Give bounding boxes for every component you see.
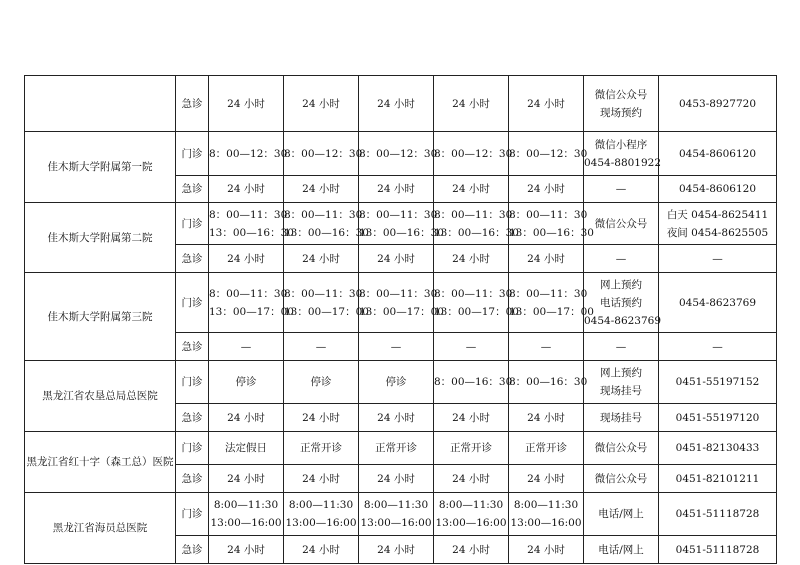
booking-method-cell	[584, 333, 659, 361]
cell-line: 13：00—16：30	[434, 226, 519, 239]
day-hours-cell	[434, 536, 509, 564]
cell-line: 24 小时	[527, 183, 565, 195]
booking-method-cell	[584, 432, 659, 465]
cell-line: 网上预约	[600, 367, 642, 379]
day-hours-cell	[284, 465, 359, 493]
cell-line: 24 小时	[452, 97, 490, 110]
cell-line: 0451-55197120	[675, 411, 760, 424]
day-hours-cell	[359, 203, 444, 245]
cell-line: 24 小时	[302, 183, 340, 195]
cell-line: 8：00—11：30	[284, 287, 363, 300]
day-hours-cell	[434, 361, 513, 404]
cell-line: 13:00—16:00	[510, 517, 582, 529]
day-hours-cell	[359, 493, 434, 536]
cell-line: 8：00—12：30	[209, 147, 288, 160]
service-type: 门诊	[176, 432, 209, 465]
cell-line: 停诊	[235, 376, 257, 388]
cell-line: 0453-8927720	[678, 97, 757, 110]
service-type: 急诊	[176, 333, 209, 361]
day-hours-cell	[209, 404, 284, 432]
day-hours-cell	[434, 333, 509, 361]
cell-line: 正常开诊	[525, 442, 567, 454]
day-hours-cell	[434, 404, 509, 432]
cell-line: 微信公众号	[594, 442, 648, 454]
cell-line: 8：00—11：30	[359, 287, 438, 300]
booking-method-cell	[584, 76, 659, 132]
day-hours-cell	[209, 432, 284, 465]
cell-line: 13：00—16：30	[284, 226, 369, 239]
phone-cell	[659, 432, 777, 465]
day-hours-cell	[284, 536, 359, 564]
day-hours-cell	[509, 493, 584, 536]
booking-method-cell	[584, 404, 659, 432]
cell-line: 24 小时	[452, 411, 490, 424]
phone-cell	[659, 536, 777, 564]
day-hours-cell	[359, 132, 438, 176]
cell-line: 13：00—16：30	[509, 226, 594, 239]
cell-line: 0454-8623769	[678, 296, 757, 309]
cell-line: 13:00—16:00	[210, 517, 282, 529]
cell-line: 夜间 0454-8625505	[666, 226, 769, 239]
service-type: 急诊	[176, 465, 209, 493]
cell-line: 8：00—12：30	[434, 147, 513, 160]
cell-line: 现场挂号	[600, 385, 642, 397]
service-type: 门诊	[176, 361, 209, 404]
day-hours-cell	[284, 76, 359, 132]
booking-method-cell	[584, 132, 662, 176]
cell-line: —	[390, 340, 402, 353]
cell-line: 电话/网上	[598, 508, 644, 520]
service-type: 门诊	[176, 493, 209, 536]
cell-line: 0454-8606120	[678, 147, 757, 160]
day-hours-cell	[284, 203, 369, 245]
cell-line: 正常开诊	[300, 442, 342, 454]
table-row	[25, 203, 777, 245]
cell-line: 13：00—16：30	[209, 226, 294, 239]
cell-line: 停诊	[385, 376, 407, 388]
cell-line: 24 小时	[527, 411, 565, 424]
cell-line: 8：00—11：30	[209, 208, 288, 221]
day-hours-cell	[509, 203, 594, 245]
cell-line: 24 小时	[377, 97, 415, 110]
cell-line: —	[615, 340, 627, 353]
day-hours-cell	[509, 273, 594, 333]
cell-line: —	[540, 340, 552, 353]
day-hours-cell	[209, 333, 284, 361]
cell-line: 8：00—11：30	[284, 208, 363, 221]
cell-line: 现场预约	[600, 106, 642, 119]
day-hours-cell	[284, 132, 363, 176]
day-hours-cell	[509, 76, 584, 132]
day-hours-cell	[359, 273, 444, 333]
cell-line: 13：00—17：00	[509, 305, 594, 318]
cell-line: 8：00—11：30	[209, 287, 288, 300]
day-hours-cell	[509, 465, 584, 493]
day-hours-cell	[509, 245, 584, 273]
table-row	[25, 132, 777, 176]
cell-line: 0454-8623769	[584, 314, 662, 327]
cell-line: 8：00—11：30	[434, 208, 513, 221]
cell-line: 24 小时	[227, 97, 265, 110]
cell-line: 24 小时	[302, 543, 340, 556]
day-hours-cell	[209, 132, 288, 176]
cell-line: 24 小时	[302, 252, 340, 265]
cell-line: 微信公众号	[594, 217, 648, 230]
cell-line: 8:00—11:30	[288, 499, 354, 511]
cell-line: 13:00—16:00	[360, 517, 432, 529]
cell-line: 24 小时	[527, 97, 565, 110]
cell-line: 现场挂号	[600, 411, 642, 424]
day-hours-cell	[209, 203, 294, 245]
day-hours-cell	[359, 432, 434, 465]
service-type: 门诊	[176, 203, 209, 245]
day-hours-cell	[284, 245, 359, 273]
hospital-name: 黑龙江省红十字（森工总）医院	[25, 432, 176, 493]
cell-line: 24 小时	[227, 411, 265, 424]
cell-line: 8：00—16：30	[434, 376, 513, 388]
cell-line: 8:00—11:30	[513, 499, 579, 511]
cell-line: 微信公众号	[594, 472, 648, 485]
day-hours-cell	[509, 333, 584, 361]
day-hours-cell	[434, 176, 509, 203]
booking-method-cell	[584, 465, 659, 493]
cell-line: 法定假日	[225, 442, 267, 454]
hospital-name: 佳木斯大学附属第二院	[25, 203, 176, 273]
booking-method-cell	[584, 176, 659, 203]
day-hours-cell	[359, 361, 434, 404]
service-type: 急诊	[176, 176, 209, 203]
cell-line: 8：00—16：30	[509, 376, 588, 388]
service-type: 急诊	[176, 404, 209, 432]
cell-line: 8:00—11:30	[213, 499, 279, 511]
day-hours-cell	[359, 245, 434, 273]
phone-cell	[659, 203, 777, 245]
table-row	[25, 432, 777, 465]
day-hours-cell	[359, 76, 434, 132]
cell-line: 微信小程序	[594, 138, 648, 151]
cell-line: 24 小时	[302, 472, 340, 485]
cell-line: 8：00—11：30	[359, 208, 438, 221]
cell-line: 24 小时	[452, 252, 490, 265]
cell-line: 电话/网上	[598, 543, 644, 556]
cell-line: 24 小时	[302, 97, 340, 110]
service-type: 门诊	[176, 273, 209, 333]
day-hours-cell	[209, 536, 284, 564]
day-hours-cell	[209, 245, 284, 273]
phone-cell	[659, 176, 777, 203]
day-hours-cell	[434, 203, 519, 245]
day-hours-cell	[284, 176, 359, 203]
booking-method-cell	[584, 203, 659, 245]
cell-line: 24 小时	[302, 411, 340, 424]
day-hours-cell	[284, 361, 359, 404]
day-hours-cell	[209, 76, 284, 132]
day-hours-cell	[284, 404, 359, 432]
service-type: 急诊	[176, 245, 209, 273]
cell-line: —	[315, 340, 327, 353]
booking-method-cell	[584, 493, 659, 536]
cell-line: 正常开诊	[375, 442, 417, 454]
cell-line: 0451-51118728	[675, 508, 760, 520]
day-hours-cell	[434, 76, 509, 132]
day-hours-cell	[284, 493, 359, 536]
day-hours-cell	[284, 273, 369, 333]
hospital-name: 黑龙江省农垦总局总医院	[25, 361, 176, 432]
phone-cell	[659, 465, 777, 493]
table-row	[25, 76, 777, 132]
day-hours-cell	[434, 493, 509, 536]
cell-line: 24 小时	[452, 183, 490, 195]
table-row	[25, 493, 777, 536]
phone-cell	[659, 245, 777, 273]
day-hours-cell	[359, 404, 434, 432]
hospital-name: 黑龙江省海员总医院	[25, 493, 176, 564]
cell-line: 正常开诊	[450, 442, 492, 454]
service-type: 急诊	[176, 76, 209, 132]
cell-line: 网上预约	[600, 278, 642, 291]
day-hours-cell	[434, 465, 509, 493]
cell-line: 微信公众号	[594, 88, 648, 101]
phone-cell	[659, 404, 777, 432]
cell-line: 8：00—11：30	[434, 287, 513, 300]
cell-line: 13:00—16:00	[435, 517, 507, 529]
day-hours-cell	[509, 432, 584, 465]
cell-line: 24 小时	[227, 183, 265, 195]
phone-cell	[659, 361, 777, 404]
cell-line: 8：00—11：30	[509, 208, 588, 221]
day-hours-cell	[509, 536, 584, 564]
phone-cell	[659, 333, 777, 361]
day-hours-cell	[284, 432, 359, 465]
cell-line: 电话预约	[600, 296, 642, 309]
day-hours-cell	[209, 361, 284, 404]
day-hours-cell	[434, 132, 513, 176]
day-hours-cell	[434, 245, 509, 273]
hospital-name: 佳木斯大学附属第三院	[25, 273, 176, 361]
cell-line: 24 小时	[452, 543, 490, 556]
cell-line: 0451-51118728	[675, 543, 760, 556]
cell-line: 24 小时	[227, 543, 265, 556]
cell-line: 白天 0454-8625411	[666, 208, 769, 221]
hospital-name	[25, 76, 176, 132]
cell-line: 24 小时	[377, 252, 415, 265]
cell-line: 24 小时	[227, 472, 265, 485]
cell-line: 0451-82130433	[675, 442, 760, 454]
cell-line: 8:00—11:30	[363, 499, 429, 511]
cell-line: 24 小时	[377, 543, 415, 556]
booking-method-cell	[584, 273, 662, 333]
day-hours-cell	[359, 536, 434, 564]
cell-line: —	[712, 252, 723, 265]
cell-line: —	[712, 340, 723, 353]
cell-line: 8：00—12：30	[284, 147, 363, 160]
phone-cell	[659, 273, 777, 333]
table-row	[25, 361, 777, 404]
hospital-schedule-table	[24, 75, 777, 564]
cell-line: 13：00—17：00	[209, 305, 294, 318]
cell-line: —	[240, 340, 252, 353]
cell-line: 13:00—16:00	[285, 517, 357, 529]
phone-cell	[659, 493, 777, 536]
cell-line: 24 小时	[227, 252, 265, 265]
cell-line: 8：00—11：30	[509, 287, 588, 300]
hospital-name: 佳木斯大学附属第一院	[25, 132, 176, 203]
cell-line: —	[615, 252, 627, 265]
cell-line: 0451-55197152	[675, 376, 760, 388]
day-hours-cell	[509, 404, 584, 432]
booking-method-cell	[584, 361, 659, 404]
day-hours-cell	[509, 176, 584, 203]
day-hours-cell	[359, 333, 434, 361]
booking-method-cell	[584, 245, 659, 273]
service-type: 急诊	[176, 536, 209, 564]
cell-line: 8：00—12：30	[509, 147, 588, 160]
cell-line: 24 小时	[377, 472, 415, 485]
cell-line: 24 小时	[377, 183, 415, 195]
day-hours-cell	[434, 432, 509, 465]
table-row	[25, 273, 777, 333]
cell-line: —	[615, 183, 627, 195]
day-hours-cell	[509, 132, 588, 176]
cell-line: 0454-8606120	[678, 183, 757, 195]
cell-line: 13：00—17：00	[434, 305, 519, 318]
cell-line: —	[465, 340, 477, 353]
service-type: 门诊	[176, 132, 209, 176]
phone-cell	[659, 132, 777, 176]
day-hours-cell	[359, 176, 434, 203]
cell-line: 13：00—16：30	[359, 226, 444, 239]
booking-method-cell	[584, 536, 659, 564]
cell-line: 13：00—17：00	[284, 305, 369, 318]
day-hours-cell	[209, 493, 284, 536]
cell-line: 0451-82101211	[675, 472, 760, 485]
cell-line: 24 小时	[527, 472, 565, 485]
cell-line: 24 小时	[377, 411, 415, 424]
cell-line: 24 小时	[452, 472, 490, 485]
day-hours-cell	[209, 465, 284, 493]
phone-cell	[659, 76, 777, 132]
cell-line: 13：00—17：00	[359, 305, 444, 318]
day-hours-cell	[209, 176, 284, 203]
cell-line: 24 小时	[527, 252, 565, 265]
day-hours-cell	[509, 361, 588, 404]
day-hours-cell	[359, 465, 434, 493]
cell-line: 8:00—11:30	[438, 499, 504, 511]
cell-line: 停诊	[310, 376, 332, 388]
day-hours-cell	[434, 273, 519, 333]
cell-line: 24 小时	[527, 543, 565, 556]
day-hours-cell	[209, 273, 294, 333]
cell-line: 8：00—12：30	[359, 147, 438, 160]
cell-line: 0454-8801922	[584, 156, 662, 169]
day-hours-cell	[284, 333, 359, 361]
